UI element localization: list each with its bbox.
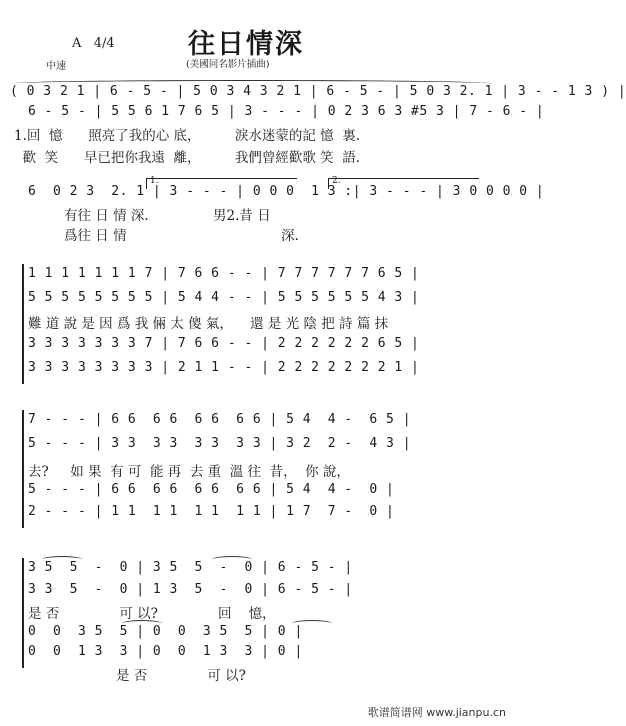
choir-voice-1: 1 1 1 1 1 1 1 7 | 7 6 6 - - | 7 7 7 7 7 7 6 5 |	[28, 266, 420, 281]
refrain-lyric-2: 爲往 日 情 深.	[64, 228, 299, 244]
choir-voice-1: 7 - - - | 6 6 6 6 6 6 6 6 | 5 4 4 - 6 5 |	[28, 412, 412, 427]
system-bracket	[22, 410, 24, 528]
choir-voice-3: 0 0 3 5 5 | 0 0 3 5 5 | 0 |	[28, 624, 303, 639]
choir-lyric-top: 是 否 可 以? 回 憶，	[28, 606, 276, 622]
choir-voice-1: 3 5 5 - 0 | 3 5 5 - 0 | 6 - 5 - |	[28, 560, 353, 575]
choir-voice-4: 2 - - - | 1 1 1 1 1 1 1 1 | 1 7 7 - 0 |	[28, 504, 395, 519]
site-watermark: 歌谱简谱网 www.jianpu.cn	[367, 706, 506, 719]
choir-voice-2: 3 3 5 - 0 | 1 3 5 - 0 | 6 - 5 - |	[28, 582, 353, 597]
tempo-marking: 中速	[46, 61, 66, 72]
verse2-lyric: 歡 笑 早已把你我遠 離， 我們曾經歡歌 笑 語.	[14, 150, 360, 166]
song-title: 往日情深	[188, 29, 304, 60]
volta-1-label: 1.	[150, 176, 159, 186]
choir-voice-3: 3 3 3 3 3 3 3 7 | 7 6 6 - - | 2 2 2 2 2 2 6 5 |	[28, 336, 420, 351]
song-subtitle: (美國同名影片插曲)	[186, 59, 270, 70]
verse1-lyric: 1.回 憶 照亮了我的心 底， 淚水迷蒙的記 憶 裏.	[14, 128, 360, 144]
choir-voice-2: 5 - - - | 3 3 3 3 3 3 3 3 | 3 2 2 - 4 3 |	[28, 436, 412, 451]
refrain-lyric-1: 有往 日 情 深. 男2.昔 日	[64, 208, 271, 224]
choir-voice-4: 3 3 3 3 3 3 3 3 | 2 1 1 - - | 2 2 2 2 2 2 2 1 |	[28, 360, 420, 375]
choir-lyric: 去? 如 果 有 可 能 再 去 重 溫 往 昔， 你 說，	[28, 464, 350, 480]
system-bracket	[22, 558, 24, 668]
choir-lyric: 難 道 說 是 因 爲 我 倆 太 傻 氣， 還 是 光 陰 把 詩 篇 抹	[28, 316, 389, 332]
volta-2-label: 2.	[332, 176, 341, 186]
system-bracket	[22, 264, 24, 384]
intro-notes-line: ( 0 3 2 1 | 6 - 5 - | 5 0 3 4 3 2 1 | 6 - 5 - | 5 0 3 2. 1 | 3 - - 1 3 ) |	[10, 84, 626, 99]
melody-line-1: 6 - 5 - | 5 5 6 1 7 6 5 | 3 - - - | 0 2 3 6 3 #5 3 | 7 - 6 - |	[28, 104, 545, 119]
choir-voice-4: 0 0 1 3 3 | 0 0 1 3 3 | 0 |	[28, 644, 303, 659]
choir-lyric-bottom: 是 否 可 以?	[116, 668, 246, 684]
choir-voice-3: 5 - - - | 6 6 6 6 6 6 6 6 | 5 4 4 - 0 |	[28, 482, 395, 497]
melody-line-2: 6 0 2 3 2. 1 | 3 - - - | 0 0 0 1 3 :| 3 - - - | 3 0 0 0 0 |	[28, 184, 545, 199]
choir-voice-2: 5 5 5 5 5 5 5 5 | 5 4 4 - - | 5 5 5 5 5 5 4 3 |	[28, 290, 420, 305]
key-signature: A 4/4	[72, 36, 115, 51]
